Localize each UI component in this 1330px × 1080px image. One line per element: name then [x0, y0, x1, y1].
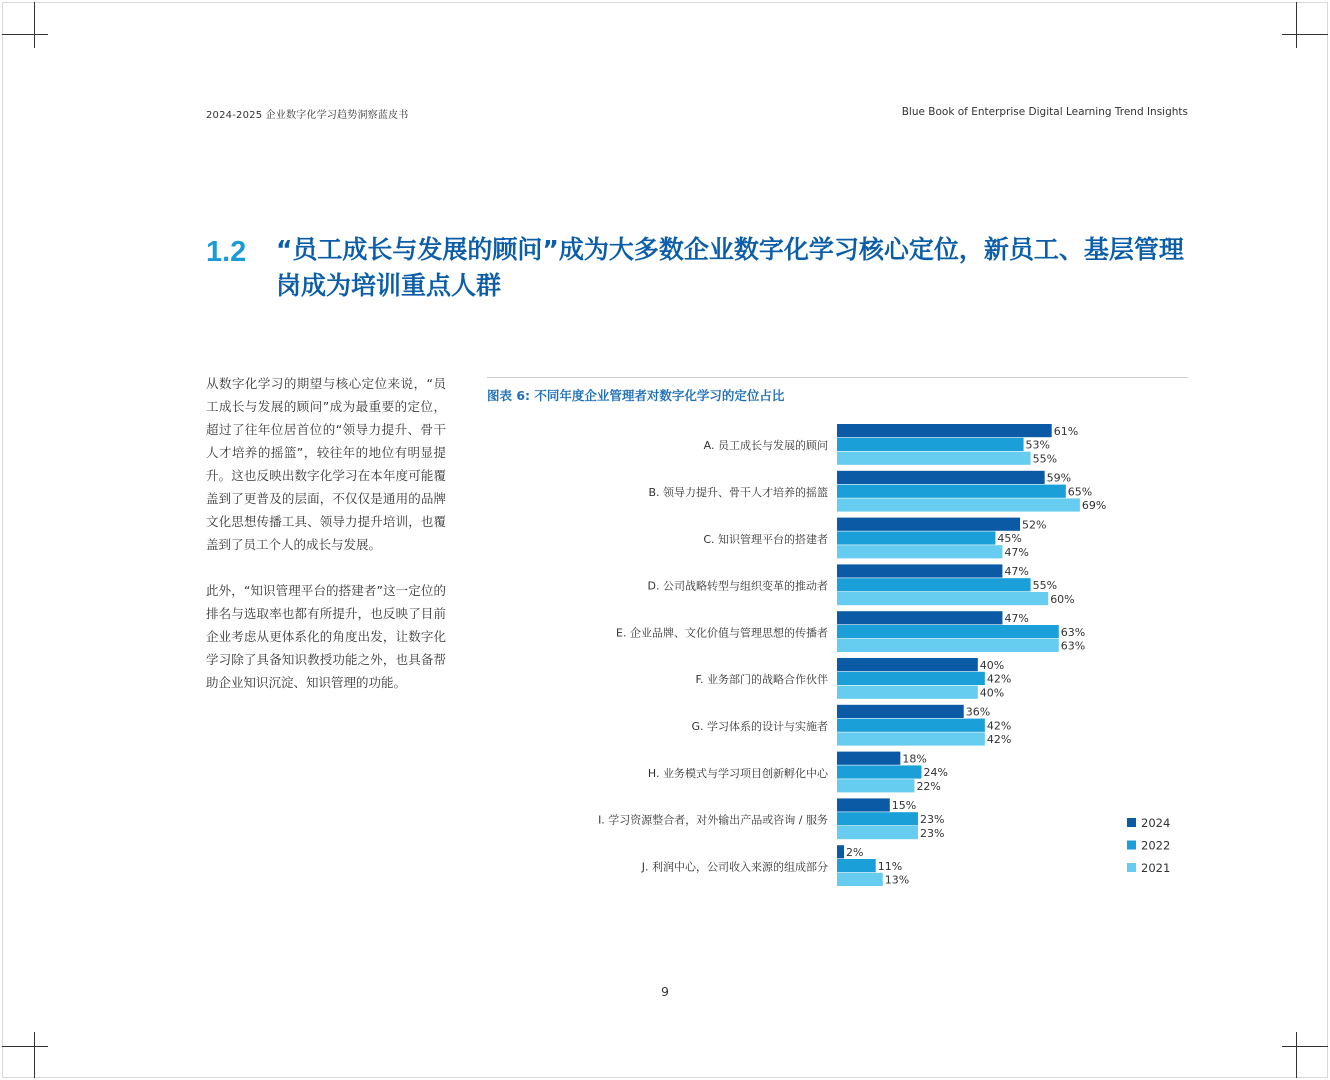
category-label: D. 公司战略转型与组织变革的推动者 — [647, 579, 828, 593]
section-number: 1.2 — [206, 236, 247, 268]
bar-2021 — [837, 779, 914, 792]
data-label-2022: 63% — [1060, 625, 1086, 639]
data-label-2022: 45% — [997, 532, 1022, 546]
data-label-2024: 52% — [1022, 518, 1047, 532]
data-label-2021: 60% — [1050, 592, 1075, 606]
bar-2021 — [837, 639, 1059, 652]
bar-2021 — [837, 732, 985, 745]
bar-2024 — [837, 705, 964, 718]
bar-2021 — [837, 592, 1048, 605]
category-label: J. 利润中心，公司收入来源的组成部分 — [641, 860, 828, 874]
bar-2024 — [837, 518, 1020, 531]
data-label-2021: 69% — [1081, 499, 1107, 513]
bar-2022 — [837, 719, 985, 732]
bar-2022 — [837, 485, 1066, 498]
data-label-2024: 36% — [965, 705, 991, 719]
category-label: F. 业务部门的战略合作伙伴 — [695, 673, 828, 687]
bar-2022 — [837, 672, 985, 685]
data-label-2021: 40% — [979, 686, 1005, 700]
category-label: I. 学习资源整合者，对外输出产品或咨询 / 服务 — [598, 813, 828, 827]
category-label: E. 企业品牌、文化价值与管理思想的传播者 — [616, 626, 828, 640]
data-label-2021: 23% — [919, 826, 945, 840]
legend-swatch-2021 — [1127, 863, 1136, 872]
category-label: B. 领导力提升、骨干人才培养的摇篮 — [648, 486, 828, 499]
page-number: 9 — [661, 984, 669, 999]
running-header-left: 2024-2025 企业数字化学习趋势洞察蓝皮书 — [206, 110, 409, 121]
bar-2024 — [837, 564, 1002, 577]
running-header-right: Blue Book of Enterprise Digital Learning Trend Insights — [901, 106, 1188, 118]
bar-2024 — [837, 798, 890, 811]
bar-2022 — [837, 859, 876, 872]
legend-label-2024: 2024 — [1141, 816, 1171, 830]
bar-2024 — [837, 658, 978, 671]
data-label-2021: 55% — [1032, 452, 1058, 466]
data-label-2024: 61% — [1053, 424, 1079, 438]
bar-2022 — [837, 812, 918, 825]
data-label-2021: 42% — [986, 733, 1012, 747]
category-label: G. 学习体系的设计与实施者 — [691, 720, 828, 733]
legend-swatch-2024 — [1127, 818, 1136, 827]
data-label-2022: 42% — [986, 719, 1012, 733]
bar-2022 — [837, 531, 995, 544]
body-paragraph-2: 此外，“知识管理平台的搭建者”这一定位的排名与选取率也都有所提升，也反映了目前企业考虑从更体系化的角度出发，让数字化学习除了具备知识教授功能之外，也具备帮助企业知识沉淀、知识管理的功能。 — [206, 583, 446, 690]
data-label-2022: 42% — [986, 672, 1012, 686]
body-paragraph-1: 从数字化学习的期望与核心定位来说，“员工成长与发展的顾问”成为最重要的定位，超过了往年位居首位的“领导力提升、骨干人才培养的摇篮”，较往年的地位有明显提升。这也反映出数字化学习在本年度可能覆盖到了更普及的层面，不仅仅是通用的品牌文化思想传播工具、领导力提升培训，也覆盖到了员工个人的成长与发展。 — [206, 376, 446, 552]
data-label-2022: 11% — [877, 859, 903, 873]
legend-swatch-2022 — [1127, 841, 1136, 850]
data-label-2021: 47% — [1004, 546, 1029, 559]
bar-2024 — [837, 752, 900, 765]
bar-2022 — [837, 765, 921, 778]
data-label-2024: 40% — [979, 658, 1005, 672]
bar-2022 — [837, 438, 1024, 451]
data-label-2021: 22% — [916, 780, 941, 793]
category-label: H. 业务模式与学习项目创新孵化中心 — [647, 766, 828, 780]
bar-2021 — [837, 686, 978, 699]
bar-2024 — [837, 611, 1002, 624]
bar-2022 — [837, 578, 1031, 591]
legend-label-2021: 2021 — [1141, 861, 1171, 875]
legend-label-2022: 2022 — [1141, 838, 1171, 853]
bar-2021 — [837, 498, 1080, 511]
data-label-2022: 24% — [923, 766, 948, 780]
bar-2024 — [837, 845, 844, 858]
figure-title: 图表 6: 不同年度企业管理者对数字化学习的定位占比 — [487, 388, 785, 403]
data-label-2024: 59% — [1046, 471, 1072, 485]
category-label: C. 知识管理平台的搭建者 — [703, 532, 828, 546]
data-label-2024: 47% — [1004, 612, 1029, 625]
data-label-2021: 63% — [1060, 639, 1086, 653]
data-label-2024: 18% — [902, 752, 927, 766]
bar-2021 — [837, 452, 1031, 465]
data-label-2022: 23% — [919, 813, 945, 826]
bar-2021 — [837, 826, 918, 839]
data-label-2024: 47% — [1004, 565, 1029, 579]
bar-2022 — [837, 625, 1059, 638]
data-label-2024: 2% — [846, 846, 864, 859]
category-label: A. 员工成长与发展的顾问 — [703, 439, 828, 453]
data-label-2022: 55% — [1032, 579, 1058, 592]
data-label-2024: 15% — [891, 799, 917, 813]
data-label-2022: 65% — [1067, 485, 1093, 499]
data-label-2021: 13% — [884, 873, 910, 887]
bar-2024 — [837, 471, 1045, 484]
bar-2021 — [837, 545, 1002, 558]
bar-2021 — [837, 873, 883, 886]
section-title: “员工成长与发展的顾问”成为大多数企业数字化学习核心定位，新员工、基层管理岗成为培训重点人群 — [276, 235, 1184, 300]
bar-2024 — [837, 424, 1052, 437]
data-label-2022: 53% — [1025, 438, 1051, 452]
